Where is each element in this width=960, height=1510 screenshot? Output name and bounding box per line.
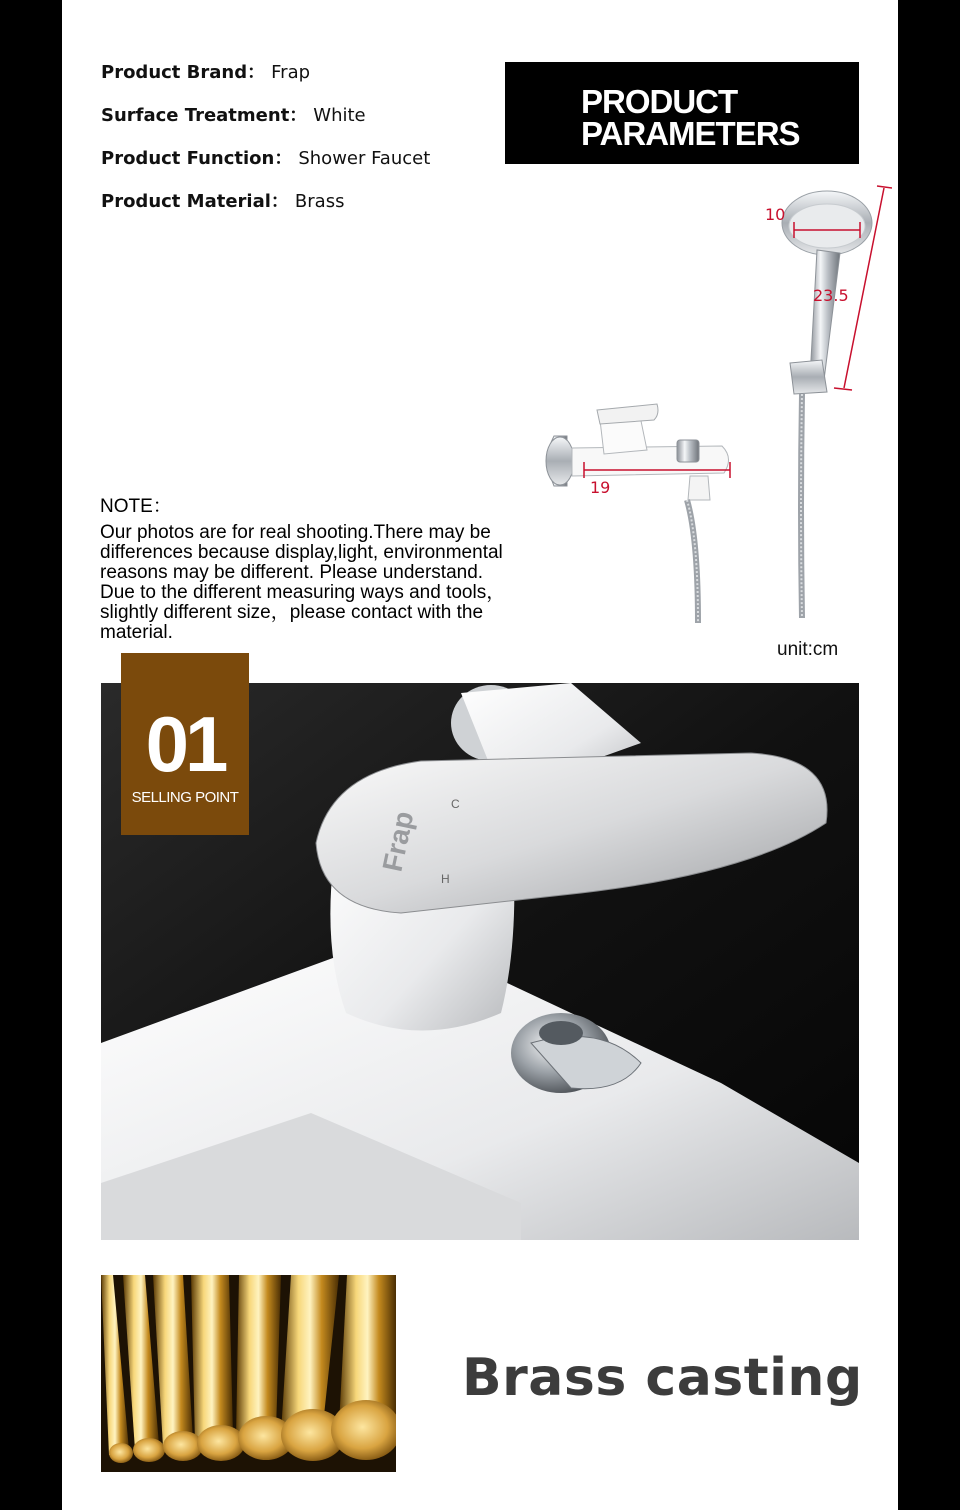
- product-page: [62, 0, 898, 1510]
- note-line: Our photos are for real shooting.There may be: [100, 522, 491, 543]
- spec-row-brand: Product Brand： Frap: [101, 62, 311, 83]
- hot-mark: H: [441, 872, 450, 886]
- parameters-title: PRODUCT PARAMETERS: [581, 83, 800, 152]
- note-line: reasons may be different. Please understand.: [100, 562, 484, 583]
- note-title: NOTE：: [100, 496, 172, 517]
- faucet-length-label: 19: [590, 478, 611, 497]
- brass-rods-photo: [101, 1275, 396, 1472]
- selling-point-label: SELLING POINT: [131, 789, 239, 806]
- note-line: differences because display,light, environmental: [100, 542, 503, 563]
- shower-length-label: 23.5: [813, 286, 849, 305]
- brand-mark: Frap: [376, 808, 420, 875]
- note-line: material.: [100, 622, 173, 643]
- selling-point-badge: [121, 653, 249, 835]
- brass-casting-title: Brass casting: [462, 1348, 863, 1408]
- note-line: Due to the different measuring ways and tools，: [100, 582, 506, 603]
- spec-row-function: Product Function： Shower Faucet: [101, 148, 431, 169]
- brass-rods-icon: [101, 1275, 396, 1472]
- unit-label: unit:cm: [777, 639, 839, 660]
- spec-list: [101, 58, 430, 230]
- spec-row-surface: Surface Treatment： White: [101, 105, 366, 126]
- spec-row-material: Product Material： Brass: [101, 191, 345, 212]
- note-block: [100, 497, 580, 643]
- selling-point-number: 01: [145, 700, 225, 788]
- shower-head-icon: [782, 191, 872, 618]
- note-line: slightly different size，please contact with the: [100, 602, 484, 623]
- parameters-banner: [505, 62, 859, 164]
- cold-mark: C: [451, 797, 460, 811]
- head-width-label: 10: [765, 205, 786, 224]
